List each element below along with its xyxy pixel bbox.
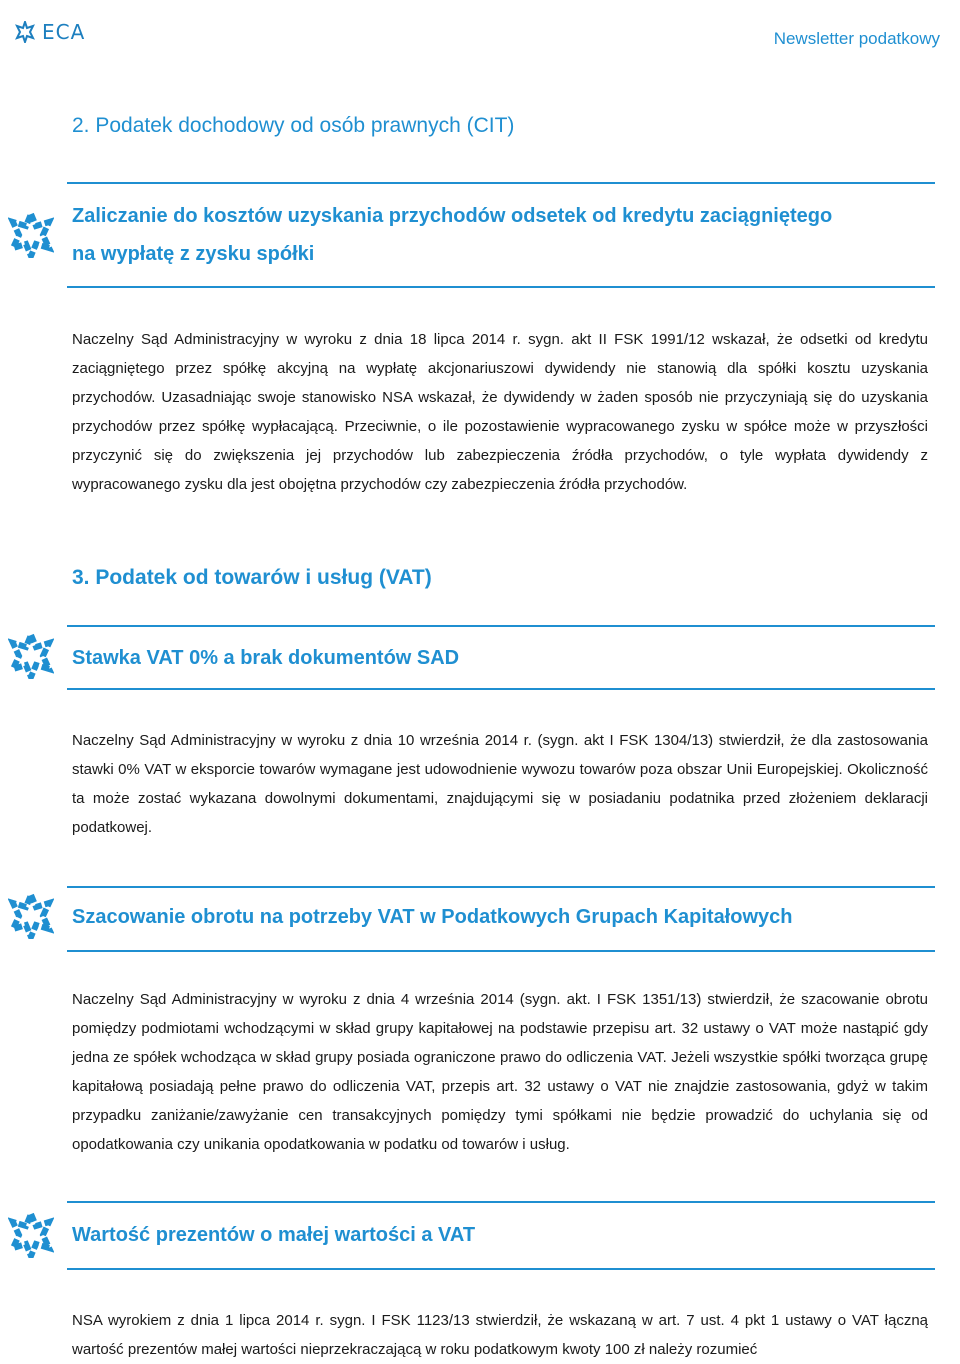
divider-bottom [67, 286, 935, 288]
divider-top [67, 1201, 935, 1203]
eca-logo[interactable] [14, 20, 85, 44]
article-title-capital-groups [72, 898, 792, 936]
eca-logo-icon [14, 21, 36, 43]
article-body: Naczelny Sąd Administracyjny w wyroku z dnia 18 lipca 2014 r. sygn. akt II FSK 1991/12 wskazał, że odsetki od kredytu zaciągniętego przez spółkę akcyjną na wypłatę akcjonariuszowi dywidendy nie stanowią dla spółki kosztu uzyskania przychodów. Uzasadniając swoje stanowisko NSA wskazał, że dywidendy w żaden sposób nie przyczyniają się do uzyskania przychodów przez spółkę wypłacającą. Przeciwnie, o ile pozostawienie wypracowanego zysku w spółce może w przyszłości przyczynić się do zwiększenia jej przychodów lub zabezpieczenia źródła przychodów, o tyle wypłata dywidendy z wypracowanego zysku dla jest obojętna przychodów czy zabezpieczenia źródła przychodów. [72, 331, 928, 493]
star-bullet-icon [8, 633, 54, 679]
divider-bottom [67, 950, 935, 952]
divider-top [67, 886, 935, 888]
article-title-gifts [72, 1216, 475, 1254]
article-body: Naczelny Sąd Administracyjny w wyroku z dnia 10 września 2014 r. (sygn. akt I FSK 1304/13) stwierdził, że dla zastosowania stawki 0% VAT w eksporcie towarów wymagane jest udowodnienie wywozu towarów poza obszar Unii Europejskiej. Okoliczność ta może zostać wykazana dowolnymi dokumentami, znajdującymi się w posiadaniu podatnika przed złożeniem deklaracji podatkowej. [72, 732, 928, 836]
section-heading-cit: 2. Podatek dochodowy od osób prawnych (CIT) [72, 114, 515, 137]
article-body: NSA wyrokiem z dnia 1 lipca 2014 r. sygn. I FSK 1123/13 stwierdził, że wskazaną w art. 7 ust. 4 pkt 1 ustawy o VAT łączną wartość prezentów małej wartości nieprzekraczającą w roku podatkowym kwoty 100 zł należy rozumieć [72, 1312, 928, 1358]
logo-text: ECA [42, 20, 86, 44]
star-bullet-icon [8, 1212, 54, 1258]
section-heading-vat: 3. Podatek od towarów i usług (VAT) [72, 566, 432, 589]
title-line: Stawka VAT 0% a brak dokumentów SAD [72, 647, 460, 669]
title-line: Wartość prezentów o małej wartości a VAT [72, 1224, 476, 1246]
divider-top [67, 182, 935, 184]
divider-bottom [67, 1268, 935, 1270]
newsletter-title: Newsletter podatkowy [773, 29, 940, 48]
star-bullet-icon [8, 893, 54, 939]
article-title-interest-costs [72, 197, 832, 273]
divider-bottom [67, 688, 935, 690]
divider-top [67, 625, 935, 627]
article-title-vat-zero [72, 639, 459, 677]
title-line: na wypłatę z zysku spółki [72, 243, 315, 265]
title-line: Zaliczanie do kosztów uzyskania przychodów odsetek od kredytu zaciągniętego [72, 205, 833, 227]
article-body: Naczelny Sąd Administracyjny w wyroku z dnia 4 września 2014 (sygn. akt. I FSK 1351/13) stwierdził, że szacowanie obrotu pomiędzy podmiotami wchodzącymi w skład grupy kapitałowej na podstawie przepisu art. 32 ustawy o VAT może nastąpić gdy jedna ze spółek wchodząca w skład grupy posiada ograniczone prawo do odliczenia VAT. Jeżeli wszystkie spółki tworząca grupę kapitałową posiadają pełne prawo do odliczenia VAT, przepis art. 32 ustawy o VAT nie znajdzie zastosowania, gdyż w takim przypadku zaniżanie/zawyżanie cen transakcyjnych pomiędzy tymi spółkami nie będzie prowadzić do uchylania się od opodatkowania czy unikania opodatkowania w podatku od towarów i usług. [72, 991, 928, 1153]
star-bullet-icon [8, 212, 54, 258]
title-line: Szacowanie obrotu na potrzeby VAT w Podatkowych Grupach Kapitałowych [72, 906, 793, 928]
